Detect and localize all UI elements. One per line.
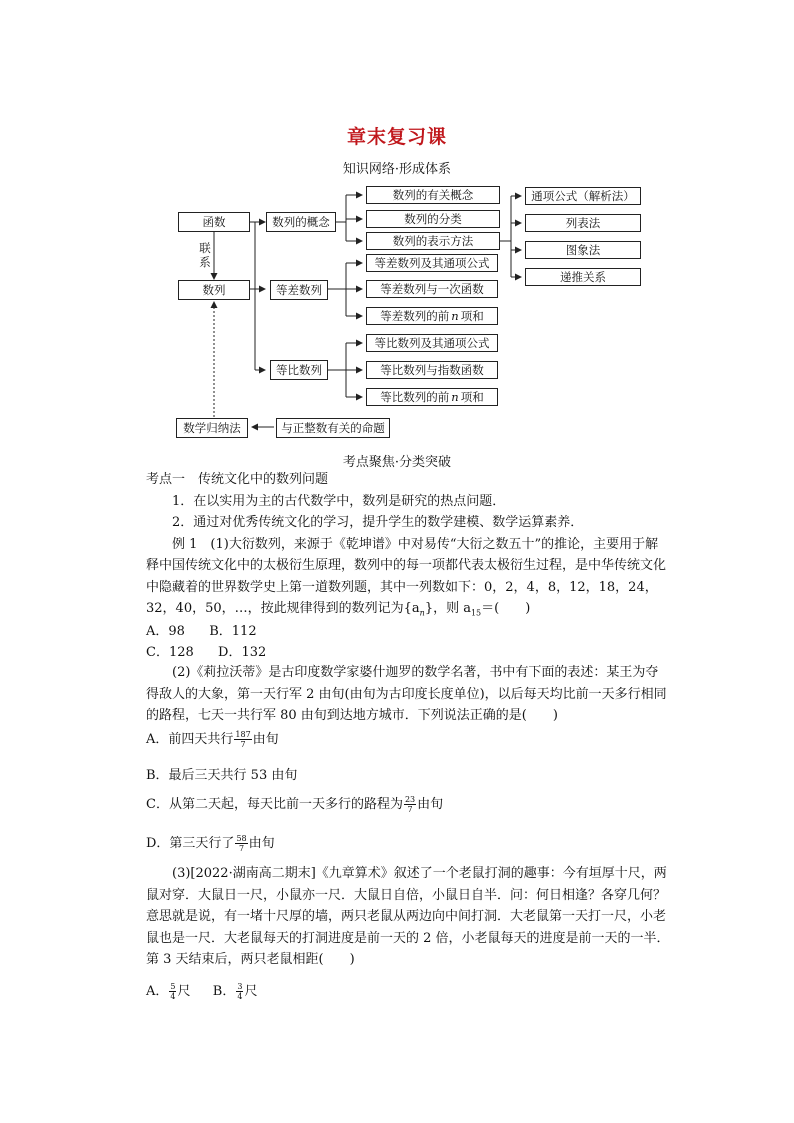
frac-den: 7 [240,740,246,749]
box-sequence-concept: 数列的概念 [266,212,336,232]
fraction-187-7 [234,730,251,749]
box-table-method: 列表法 [525,214,641,232]
box-integer-propositions: 与正整数有关的命题 [276,418,390,438]
box-geometric-sequence: 等比数列 [270,360,328,380]
frac-num: 23 [404,795,416,804]
label-connection: 联系 [199,241,211,269]
fraction-3-4 [236,982,243,1001]
ex1-option-b: B．112 [209,624,257,639]
point-2: 2．通过对优秀传统文化的学习，提升学生的数学建模、数学运算素养． [172,515,584,530]
box-function: 函数 [178,212,250,232]
ex2-option-d [146,832,275,853]
fraction-58-7 [235,834,247,853]
box-geo-sum [366,388,498,406]
ex3-option-b-pre: B． [212,984,236,999]
arith-sum-label-a: 等差数列的前 [380,309,450,323]
ex1-mid: }，则 a [424,601,471,616]
ex3-options [146,980,257,1001]
ex2-option-d-post: 由旬 [248,836,275,851]
geo-sum-n: n [451,390,459,404]
section-focus: 考点聚焦·分类突破 [342,455,452,470]
ex2-option-c-post: 由旬 [417,797,444,812]
box-arith-general-term: 等差数列及其通项公式 [366,254,498,272]
arith-sum-label-b: 项和 [460,309,484,323]
ex1-sub-n: n [419,608,425,618]
geo-sum-label-a: 等比数列的前 [380,390,450,404]
ex2-option-d-pre: D．第三天行了 [146,836,235,851]
frac-num: 5 [170,982,176,991]
frac-num: 3 [237,982,243,991]
ex1-sub-15: 15 [470,608,482,618]
arith-sum-n: n [451,309,459,323]
ex3-text: (3)[2022·湖南高二期末]《九章算术》叙述了一个老鼠打洞的趣事：今有垣厚十尺，两鼠对穿．大鼠日一尺，小鼠亦一尺．大鼠日自倍，小鼠日自半．问：何日相逢？各穿几何？意思就是说，有一堵十尺厚的墙，两只老鼠从两边向中间打洞．大老鼠第一天打一尺，小老鼠也是一尺．大老鼠每天的打洞进度是前一天的 2 倍，小老鼠每天的进度是前一天的一半．第 3 天结束后，两只老鼠相距( ) [146,866,670,967]
page-title: 章末复习课 [346,126,447,148]
box-related-concepts: 数列的有关概念 [366,186,500,204]
box-sequence: 数列 [178,280,250,300]
ex1-options-row2 [146,641,266,660]
box-geo-general-term: 等比数列及其通项公式 [366,334,498,352]
fraction-23-7 [404,795,416,814]
ex1-option-a: A．98 [146,624,185,639]
box-geo-exponential: 等比数列与指数函数 [366,361,498,379]
ex1-body: 例 1 (1)大衍数列，来源于《乾坤谱》中对易传“大衍之数五十”的推论，主要用于解释中国传统文化中的太极衍生原理，数列中的每一项都代表太极衍生过程，是中华传统文化中隐藏着的世界数学史上第一道数列题，其中一列数如下：0，2，4，8，12，18，24，32，40，50，…，按此规律得到的数列记为{a [146,536,667,616]
ex2-option-a-post: 由旬 [252,732,279,747]
kaodian-heading: 考点一 传统文化中的数列问题 [146,472,329,487]
frac-num: 187 [235,730,251,739]
box-math-induction: 数学归纳法 [176,418,248,438]
point-1: 1．在以实用为主的古代数学中，数列是研究的热点问题． [172,493,506,509]
example-1-part-3 [146,863,671,971]
geo-sum-label-b: 项和 [460,390,484,404]
ex1-end: ＝( ) [481,601,531,616]
ex3-option-a-post: 尺 [177,984,191,999]
box-arith-sum [366,307,498,325]
ex2-option-c-pre: C．从第二天起，每天比前一天多行的路程为 [146,797,403,812]
ex2-option-a-pre: A．前四天共行 [146,732,234,747]
box-arith-linear: 等差数列与一次函数 [366,280,498,298]
ex2-option-b: B．最后三天共行 53 由旬 [146,768,298,783]
ex2-option-a [146,728,279,749]
ex2-text: (2)《莉拉沃蒂》是古印度数学家婆什迦罗的数学名著，书中有下面的表述：某王为夺得敌人的大象，第一天行军 2 由旬(由旬为古印度长度单位)，以后每天均比前一天多行相同的路程，七天一共行军 80 由旬到达地方城市．下列说法正确的是( ) [146,665,667,723]
body-section [146,469,671,624]
example-1-part-2 [146,662,671,727]
frac-den: 4 [170,992,176,1001]
section-knowledge-network: 知识网络·形成体系 [342,162,452,177]
box-general-term: 通项公式（解析法） [525,187,641,205]
fraction-5-4 [169,982,176,1001]
ex1-option-c: C．128 [146,645,194,660]
frac-den: 4 [237,992,243,1001]
ex2-option-c [146,793,443,814]
ex1-options-row1 [146,620,257,639]
frac-num: 58 [236,834,247,843]
box-classification: 数列的分类 [366,210,500,228]
box-representation: 数列的表示方法 [366,232,500,250]
frac-den: 7 [238,844,245,853]
box-arithmetic-sequence: 等差数列 [270,280,328,300]
box-graph-method: 图象法 [525,241,641,259]
example-1-text [146,534,671,625]
ex3-option-b-post: 尺 [244,984,258,999]
ex1-option-d: D．132 [218,645,267,660]
ex3-option-a-pre: A． [146,984,169,999]
box-recursion: 递推关系 [525,268,641,286]
frac-den: 7 [407,805,413,814]
